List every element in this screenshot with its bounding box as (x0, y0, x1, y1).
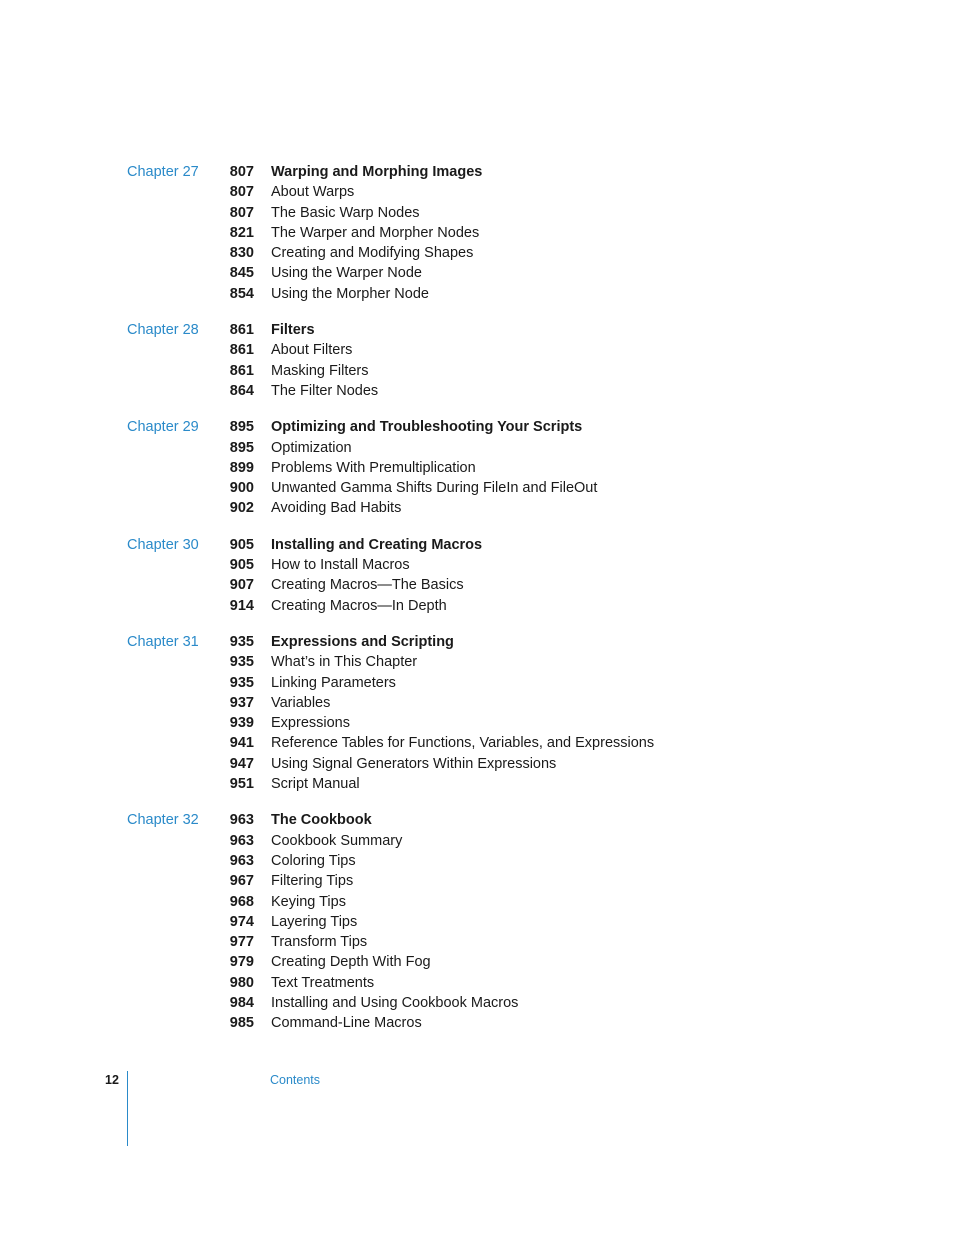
page-number: 979 (229, 954, 254, 971)
toc-entry[interactable] (0, 284, 954, 304)
toc-entry[interactable] (0, 361, 954, 381)
page-number: 895 (229, 419, 254, 436)
page-number: 939 (229, 715, 254, 732)
toc-entry[interactable] (0, 892, 954, 912)
page-number: 963 (229, 812, 254, 829)
section-title: Transform Tips (271, 934, 368, 951)
section-title: Linking Parameters (271, 674, 396, 691)
chapter-link[interactable]: Chapter 28 (127, 322, 199, 339)
page-number: 907 (229, 577, 254, 594)
chapter-title: The Cookbook (271, 812, 372, 829)
section-title: Using the Morpher Node (271, 285, 429, 302)
toc-entry[interactable] (0, 1013, 954, 1033)
chapter-title: Warping and Morphing Images (271, 164, 483, 180)
toc-entry[interactable] (0, 652, 954, 672)
toc-entry[interactable] (0, 263, 954, 283)
toc-entry[interactable] (0, 932, 954, 952)
page-number: 985 (229, 1015, 254, 1032)
section-title: Filtering Tips (271, 873, 354, 890)
chapter-title-row[interactable] (0, 417, 954, 437)
toc-entry[interactable] (0, 478, 954, 498)
page-number: 807 (229, 204, 254, 221)
page-number: 977 (229, 934, 254, 951)
section-title: About Filters (271, 342, 353, 359)
chapter-link[interactable]: Chapter 31 (127, 633, 199, 650)
page-number: 947 (229, 755, 254, 772)
page-number: 984 (229, 994, 254, 1011)
page-number: 914 (229, 597, 254, 614)
page-number: 830 (229, 245, 254, 262)
section-title: Command-Line Macros (271, 1015, 422, 1032)
footer-page-number: 12 (105, 1073, 119, 1087)
page-number: 900 (229, 480, 254, 497)
section-title: Using the Warper Node (271, 265, 422, 282)
page-number: 864 (229, 382, 254, 399)
page-number: 905 (229, 557, 254, 574)
page-number: 974 (229, 913, 254, 930)
section-title: Variables (271, 694, 331, 711)
chapter-block (0, 535, 954, 616)
toc-entry[interactable] (0, 851, 954, 871)
toc-entry[interactable] (0, 774, 954, 794)
footer-section-label: Contents (270, 1073, 321, 1087)
toc-entry[interactable] (0, 973, 954, 993)
section-title: Creating and Modifying Shapes (271, 245, 474, 262)
toc-entry[interactable] (0, 458, 954, 478)
page-number: 935 (229, 633, 254, 650)
toc-entry[interactable] (0, 203, 954, 223)
page-number: 902 (229, 500, 254, 517)
page-number: 941 (229, 735, 254, 752)
toc-entry[interactable] (0, 993, 954, 1013)
section-title: About Warps (271, 184, 355, 201)
page-number: 807 (229, 184, 254, 201)
section-title: Text Treatments (271, 974, 375, 991)
toc-entry[interactable] (0, 575, 954, 595)
chapter-link[interactable]: Chapter 32 (127, 812, 199, 829)
section-title: Unwanted Gamma Shifts During FileIn and FileOut (271, 480, 598, 497)
section-title: Script Manual (271, 776, 360, 793)
chapter-title-row[interactable] (0, 632, 954, 652)
page-number: 861 (229, 362, 254, 379)
page-number: 905 (229, 536, 254, 553)
chapter-link[interactable]: Chapter 27 (127, 164, 199, 180)
chapter-title: Expressions and Scripting (271, 633, 454, 650)
page-number: 935 (229, 654, 254, 671)
page-number: 967 (229, 873, 254, 890)
toc-entry[interactable] (0, 831, 954, 851)
table-of-contents (0, 162, 954, 1050)
page-number: 935 (229, 674, 254, 691)
chapter-title: Installing and Creating Macros (271, 536, 483, 553)
page-number: 854 (229, 285, 254, 302)
section-title: The Basic Warp Nodes (271, 204, 420, 221)
toc-entry[interactable] (0, 673, 954, 693)
section-title: Keying Tips (271, 893, 346, 910)
chapter-block (0, 162, 954, 304)
toc-entry[interactable] (0, 381, 954, 401)
section-title: Problems With Premultiplication (271, 459, 476, 476)
section-title: The Warper and Morpher Nodes (271, 224, 480, 241)
page-number: 963 (229, 832, 254, 849)
section-title: Layering Tips (271, 913, 358, 930)
page-number: 861 (229, 342, 254, 359)
page-number: 807 (229, 164, 254, 180)
page-number: 980 (229, 974, 254, 991)
chapter-block (0, 632, 954, 794)
section-title: Masking Filters (271, 362, 369, 379)
chapter-title-row[interactable] (0, 535, 954, 555)
page-number: 899 (229, 459, 254, 476)
toc-entry[interactable] (0, 871, 954, 891)
chapter-title-row[interactable] (0, 320, 954, 340)
chapter-link[interactable]: Chapter 29 (127, 419, 199, 436)
toc-entry[interactable] (0, 498, 954, 518)
section-title: The Filter Nodes (271, 382, 379, 399)
toc-entry[interactable] (0, 733, 954, 753)
chapter-link[interactable]: Chapter 30 (127, 536, 199, 553)
section-title: Reference Tables for Functions, Variables, and Expressions (271, 735, 655, 752)
toc-entry[interactable] (0, 912, 954, 932)
toc-entry[interactable] (0, 438, 954, 458)
section-title: Creating Depth With Fog (271, 954, 431, 971)
section-title: Expressions (271, 715, 350, 732)
page-number: 845 (229, 265, 254, 282)
page-number: 895 (229, 439, 254, 456)
page-number: 861 (229, 322, 254, 339)
section-title: Creating Macros—The Basics (271, 577, 464, 594)
footer-divider (127, 1071, 128, 1146)
toc-entry[interactable] (0, 713, 954, 733)
toc-entry[interactable] (0, 182, 954, 202)
toc-entry[interactable] (0, 223, 954, 243)
chapter-title-row[interactable] (0, 162, 954, 182)
section-title: Coloring Tips (271, 852, 356, 869)
page-number: 937 (229, 694, 254, 711)
section-title: Cookbook Summary (271, 832, 403, 849)
chapter-title-row[interactable] (0, 810, 954, 830)
toc-entry[interactable] (0, 596, 954, 616)
chapter-title: Filters (271, 322, 315, 339)
chapter-block (0, 810, 954, 1033)
section-title: Installing and Using Cookbook Macros (271, 994, 519, 1011)
page-number: 968 (229, 893, 254, 910)
section-title: Creating Macros—In Depth (271, 597, 447, 614)
page-number: 821 (229, 224, 254, 241)
section-title: What’s in This Chapter (271, 654, 418, 671)
toc-entry[interactable] (0, 693, 954, 713)
toc-entry[interactable] (0, 340, 954, 360)
section-title: Avoiding Bad Habits (271, 500, 402, 517)
toc-entry[interactable] (0, 754, 954, 774)
section-title: Optimization (271, 439, 352, 456)
chapter-block (0, 417, 954, 518)
chapter-block (0, 320, 954, 401)
chapter-title: Optimizing and Troubleshooting Your Scripts (271, 419, 583, 436)
toc-entry[interactable] (0, 555, 954, 575)
toc-entry[interactable] (0, 243, 954, 263)
page-number: 963 (229, 852, 254, 869)
page-number: 951 (229, 776, 254, 793)
section-title: How to Install Macros (271, 557, 410, 574)
section-title: Using Signal Generators Within Expressions (271, 755, 557, 772)
toc-entry[interactable] (0, 952, 954, 972)
